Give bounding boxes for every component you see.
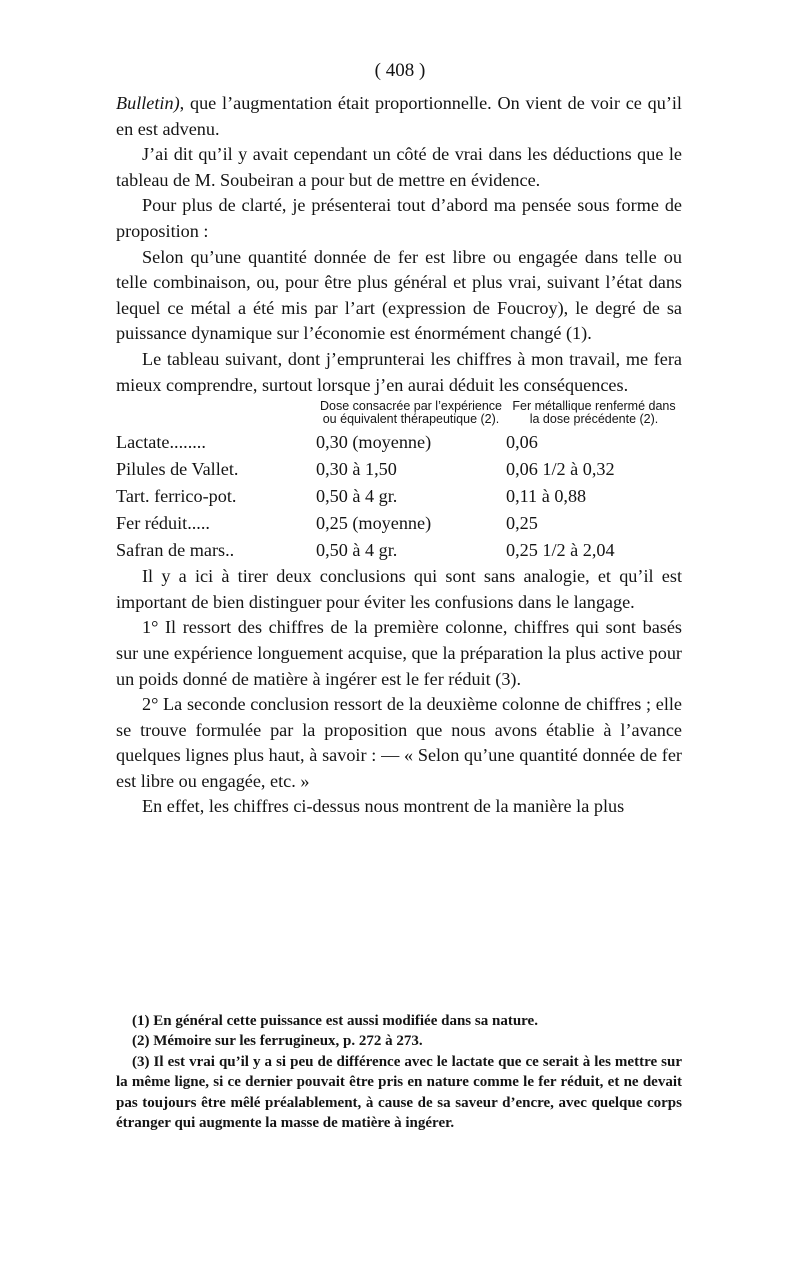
paragraph-4: Selon qu’une quantité donnée de fer est libre ou engagée dans telle ou telle combinaison, ou, pour être plus général et plus vrai, suivant l’état dans lequel ce métal a été mis par l’art (expression de Foucroy), le degré de sa puissance dynamique sur l’économie est énormément changé (1). xyxy=(116,246,682,344)
footnote-1: (1) En général cette puissance est aussi modifiée dans sa nature. xyxy=(132,1013,538,1029)
page-number: ( 408 ) xyxy=(374,60,426,81)
table-row xyxy=(116,537,682,564)
paragraph-1-rest: , que l’augmentation était proportionnelle. On vient de voir ce qu’il en est advenu. xyxy=(116,93,682,139)
footnotes xyxy=(116,1011,682,1133)
iron-dose-table xyxy=(116,400,682,564)
fer-value: 0,25 xyxy=(506,513,538,534)
header-preparation xyxy=(116,400,316,429)
fer-value: 0,11 à 0,88 xyxy=(506,486,587,507)
preparation-name: Safran de mars.. xyxy=(116,540,235,561)
paragraph-8: 2° La seconde conclusion ressort de la deuxième colonne de chiffres ; elle se trouve formulée par la proposition que nous avons établie à l’avance quelques lignes plus haut, à savoir : — « Selon qu’une quantité donnée de fer est libre ou engagée, etc. » xyxy=(116,694,682,791)
paragraph-9: En effet, les chiffres ci-dessus nous montrent de la manière la plus xyxy=(142,796,625,817)
table-row xyxy=(116,456,682,483)
table-header-row xyxy=(116,400,682,429)
paragraph-2: J’ai dit qu’il y avait cependant un côté de vrai dans les déductions que le tableau de M. Soubeiran a pour but de mettre en évidence. xyxy=(116,144,682,190)
dose-value: 0,25 (moyenne) xyxy=(316,513,432,534)
paragraph-6: Il y a ici à tirer deux conclusions qui sont sans analogie, et qu’il est important de bien distinguer pour éviter les confusions dans le langage. xyxy=(116,566,682,612)
dose-value: 0,50 à 4 gr. xyxy=(316,540,398,561)
bulletin-italic: Bulletin) xyxy=(116,93,180,113)
preparation-name: Pilules de Vallet. xyxy=(116,459,239,480)
footnote-2: (2) Mémoire sur les ferrugineux, p. 272 à 273. xyxy=(132,1033,423,1050)
preparation-name: Tart. ferrico-pot. xyxy=(116,486,237,507)
body-text xyxy=(116,91,682,820)
preparation-name: Fer réduit..... xyxy=(116,513,210,534)
fer-value: 0,06 1/2 à 0,32 xyxy=(506,459,615,480)
dose-value: 0,30 (moyenne) xyxy=(316,432,432,453)
footnote-3: (3) Il est vrai qu’il y a si peu de différence avec le lactate que ce serait à les mettre sur la même ligne, si ce dernier pouvait être pris en nature comme le fer réduit, et ne devait pas toujours être mêlé préalablement, à cause de sa saveur d’encre, avec quelque corps étranger qui augmente la masse de matière à ingérer. xyxy=(116,1053,682,1132)
table-row xyxy=(116,483,682,510)
paragraph-7: 1° Il ressort des chiffres de la première colonne, chiffres qui sont basés sur une expérience longuement acquise, que la préparation la plus active pour un poids donné de matière à ingérer est le fer réduit (3). xyxy=(116,617,682,689)
fer-value: 0,06 xyxy=(506,432,538,453)
paragraph-1 xyxy=(116,91,682,142)
table-row xyxy=(116,510,682,537)
dose-value: 0,50 à 4 gr. xyxy=(316,486,398,507)
paragraph-5: Le tableau suivant, dont j’emprunterai les chiffres à mon travail, me fera mieux comprendre, surtout lorsque j’en aurai déduit les conséquences. xyxy=(116,348,682,395)
header-fer: Fer métallique renfermé dans la dose précédente (2). xyxy=(512,399,676,427)
preparation-name: Lactate........ xyxy=(116,432,206,453)
table-row xyxy=(116,429,682,456)
dose-value: 0,30 à 1,50 xyxy=(316,459,397,480)
paragraph-3: Pour plus de clarté, je présenterai tout d’abord ma pensée sous forme de proposition : xyxy=(116,195,682,241)
header-dose: Dose consacrée par l’expérience ou équivalent thérapeutique (2). xyxy=(319,399,503,427)
fer-value: 0,25 1/2 à 2,04 xyxy=(506,540,615,561)
